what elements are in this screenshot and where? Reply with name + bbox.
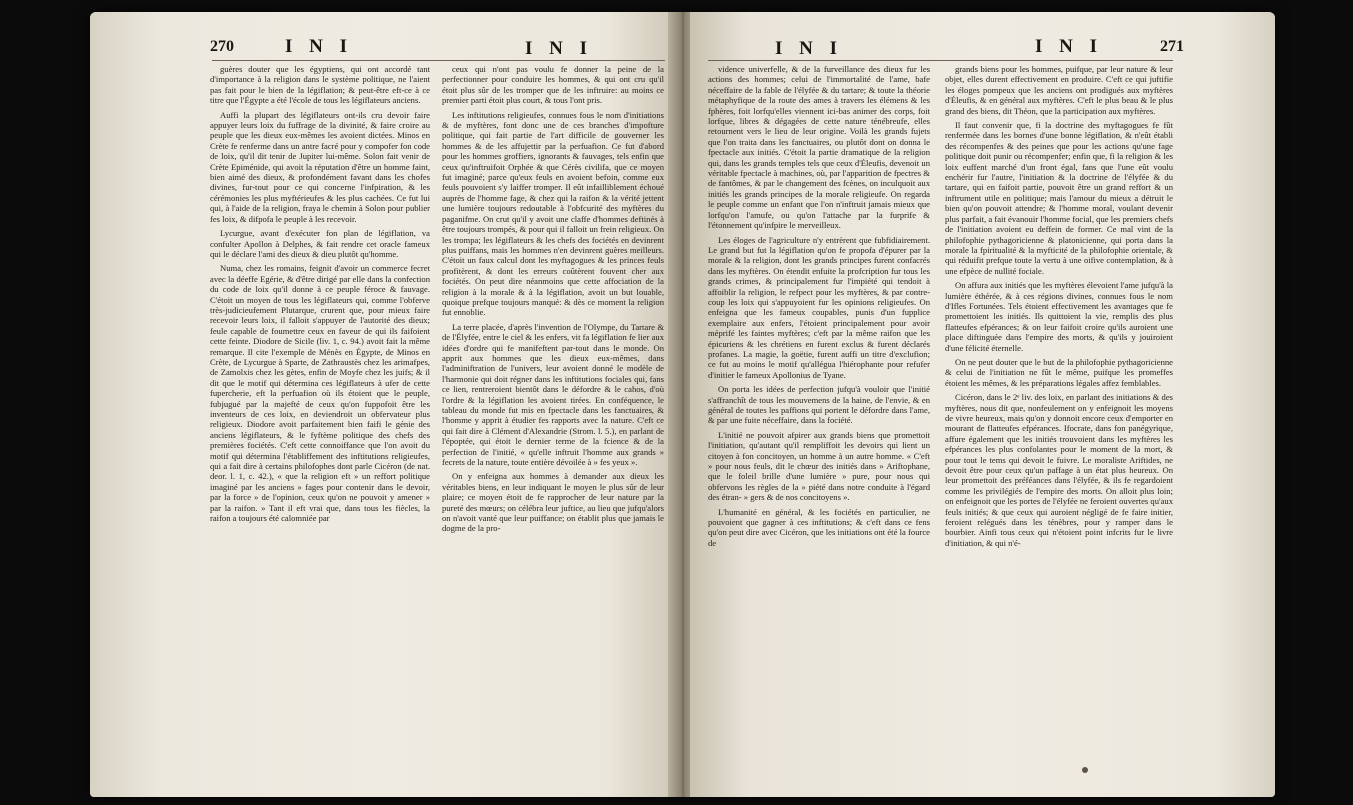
paragraph: Il faut convenir que, fi la doctrine des myftagogues fe fût renfermée dans les bornes d'une bonne légiflation, & n'eût établi des récompenfes & des peines que pour les actions qu'une fage politique doit punir ou récompenfer; enfin que, fi la religion & les loix euffent marché d'un front égal, fans que l'une eût voulu enchérir fur l'autre, l'initiation & la doctrine de l'élyfée & du tartare, qui en faifoit partie, pouvoit être un grand reffort & un inftrument utile en politique; mais l'amour du mieux a détruit le bien qu'on pouvoit attendre; & l'homme moral, voulant devenir plus parfait, a fait évanouir l'homme focial, que les premiers chefs de l'initiation avoient eu deffein de former. Ce mal vint de la philofophie pythagoricienne & platonicienne, qui porta dans la morale la fpiritualité & la myfticité de la philofophie orientale, & qui réduifit prefque toute la vertu à une oifive contemplation, & à une efpèce de nullité fociale. [945, 120, 1173, 276]
right-column-1 [708, 64, 930, 764]
paragraph: La terre placée, d'après l'invention de l'Olympe, du Tartare & de l'Élyfée, entre le ciel & les enfers, vit fa légiflation fe lier aux idées d'ordre qui fe manifeftent par-tout dans le monde. On apprit aux hommes que les dieux eux-mêmes, dans l'adminiftration de l'univers, leur avoient donné le modèle de l'harmonie qui doit régner dans les inftitutions fociales qui, fans ce lien, rentreroient bientôt dans le défordre & le cahos, d'où l'ordre & la légiflation les avoient tirées. En conféquence, le tableau du monde fut mis en fpectacle dans les fanctuaires, & l'homme y apprit à étudier fes rapports avec la nature. C'eft ce qui fait dire à Clément d'Alexandrie (Strom. l. 5.), en parlant de l'époptée, qui étoit le dernier terme de la fcience & de la perfection de l'initié, « qu'elle inftruit l'homme aux grands » fecrets de la nature, toute entière dévoilée à » fes yeux ». [442, 321, 664, 468]
paragraph: vidence univerfelle, & de la furveillance des dieux fur les actions des hommes; celui de l'immortalité de l'ame, bafe néceffaire de la fable de l'élyfée & du tartare; & toute la théorie métaphyfique de la route des ames à travers les élémens & les fphères, foit lorfqu'elles viennent ici-bas animer des corps, foit lorfque, libres & dégagées de cette nature ténébreufe, elles retournent vers le lieu de leur origine. Voilà les grands fujets que l'on traita dans les fanctuaires, ou plutôt dont on donna le fpectacle aux initiés. C'étoit la partie dramatique de la religion qui, dans les grands temples tels que ceux d'Éleufis, devenoit un véritable fpectacle à machines, où, par l'apparition de fpectres & de fantômes, & par le changement des fcènes, on inculquoit aux initiés les grands principes de la morale religieufe. On regarda le peuple comme un enfant que l'on n'inftruit jamais mieux que lorfqu'on l'amufe, ou qu'on l'attache par la furprife & l'étonnement qu'infpire le merveilleux. [708, 64, 930, 231]
right-header-rule [708, 60, 1173, 61]
paragraph: On ne peut douter que le but de la philofophie pythagoricienne & celui de l'initiation ne fût le même, puifque les promeffes étoient les mêmes, & les préparations légales affez femblables. [945, 356, 1173, 388]
right-page-number: 271 [1160, 38, 1184, 55]
paragraph: L'initié ne pouvoit afpirer aux grands biens que promettoit l'initiation, qu'autant qu'il rempliffoit les devoirs qui lient un citoyen à fon concitoyen, un homme à un autre homme. « C'eft » pour nous feuls, dit le chœur des initiés dans » Ariftophane, que le foleil brille d'une lumière » pure, pour nous qui obfervons les règles de la » piété dans notre conduite à l'égard des étran- » gers & de nos concitoyens ». [708, 429, 930, 503]
page-blemish [1082, 767, 1088, 773]
left-running-head-outer: I N I [285, 36, 354, 57]
paragraph: L'humanité en général, & les fociétés en particulier, ne pouvoient que gagner à ces inftitutions; & c'eft dans ce fens qu'on peut dire avec Cicéron, que les initiations ont été la fource de [708, 506, 930, 548]
right-page [690, 12, 1275, 797]
paragraph: ceux qui n'ont pas voulu fe donner la peine de la perfectionner pour conduire les hommes, & qui ont cru qu'il étoit plus sûr de les tromper que de les inftruire: au moins ce premier parti étoit plus court, & tous l'ont pris. [442, 64, 664, 106]
paragraph: Numa, chez les romains, feignit d'avoir un commerce fecret avec la déeffe Egérie, & d'être dirigé par elle dans la confection du code de loix qu'il donne à ce peuple féroce & fauvage. C'étoit un moyen de tous les légiflateurs qui, comme l'obferve très-judicieufement Plutarque, crurent que, pour mieux faire recevoir leurs loix, il falloit s'appuyer de l'autorité des dieux; feule capable de foumettre ceux en faveur de qui ils faifoient cette feinte. Diodore de Sicile (liv. 1, c. 94.) avoit fait la même remarque. Il cite l'exemple de Ménès en Égypte, de Minos en Crète, de Lycurgue à Sparte, de Zathraustès chez les arimafpes, de Zamolxis chez les gètes, enfin de Moyfe chez les juifs; & il dit que le motif qui détermina ces légiflateurs à ufer de cette fupercherie, eft la perfuafion où ils étoient que le peuple, fubjugué par la majefté de ceux qu'on fuppofoit être les inventeurs de ces loix, en deviendroit un obfervateur plus religieux. Diodore avoit parfaitement bien faifi le génie des anciens légiflateurs, & le fyftème politique des chefs des premières fociétés. C'eft cette connoiffance que l'on avoit du motif qui détermina l'établiffement des inftitutions religieufes, qui a fait dire à certains philofophes dont parle Cicéron (de nat. deor. l. 1, c. 42.), « que la religion eft » un reffort politique imaginé par les anciens » fages pour contenir dans le devoir, par la force » de l'opinion, ceux qu'on ne pouvoit y amener » par la raifon. » Tant il eft vrai que, dans tous les fiècles, la raifon a toujours été calomniée par [210, 263, 430, 524]
paragraph: grands biens pour les hommes, puifque, par leur nature & leur objet, elles durent effectivement en produire. C'eft ce qui juftifie les éloges pompeux que les anciens ont prodigués aux myftères d'Éleufis, & en général aux myftères. C'eft le plus beau & le plus grand des biens, dit Théon, que la participation aux myftères. [945, 64, 1173, 116]
paragraph: On porta les idées de perfection jufqu'à vouloir que l'initié s'affranchît de tous les mouvemens de la haine, de l'envie, & en général de toutes les paffions qui portent le défordre dans l'ame, & par une fuite néceffaire, dans la fociété. [708, 384, 930, 426]
left-column-2 [442, 64, 664, 764]
right-running-head-outer: I N I [1035, 36, 1104, 57]
open-book [90, 12, 1275, 797]
paragraph: On affura aux initiés que les myftères élevoient l'ame jufqu'à la lumière éthérée, & à ces régions divines, connues fous le nom d'Ifles Fortunées. Tels étoient effectivement les avantages que fe promettoient les initiés. Ils quittoient la vie, remplis des plus flatteufes efpérances; & on leur faifoit croire qu'ils auroient une place diftinguée dans l'empire des morts, & qu'ils y jouiroient d'une félicité éternelle. [945, 280, 1173, 353]
right-running-head-inner: I N I [775, 38, 844, 59]
right-column-2 [945, 64, 1173, 764]
left-running-head-inner: I N I [525, 38, 594, 59]
paragraph: guères douter que les égyptiens, qui ont accordé tant d'importance à la religion dans le système politique, ne l'aient pas fait pour le bien de la légiflation; & peut-être eft-ce à ce titre que l'Égypte a été l'école de tous les légiflateurs anciens. [210, 64, 430, 106]
left-page-header [90, 34, 675, 60]
left-header-rule [212, 60, 665, 61]
paragraph: On y enfeigna aux hommes à demander aux dieux les véritables biens, en leur indiquant le moyen le plus sûr de leur plaire; ce moyen étoit de fe rapprocher de leur nature par la pureté des mœurs; on célébra leur juftice, au lieu que jufqu'alors on n'avoit vanté que leur puiffance; on établit plus que jamais le dogme de la pro- [442, 471, 664, 534]
left-column-1 [210, 64, 430, 764]
left-page [90, 12, 675, 797]
right-page-header [690, 34, 1275, 60]
paragraph: Les éloges de l'agriculture n'y entrèrent que fubfidiairement. Le grand but fut la légiflation qu'on fe propofa d'épurer par la morale & la religion, dont les grands principes furent confacrés dans les myftères. On étendit enfuite la profcription fur tous les grands crimes, & principalement fur l'impiété qui tendoit à affoiblir la religion, le refpect pour les myftères, & par contre-coup les loix qui s'appuyoient fur les opinions religieufes. On enfeigna que les fameux coupables, punis d'un fupplice exemplaire aux enfers, l'étoient principalement pour avoir méprifé les faintes myftères; c'eft par la même raifon que les épicuriens & les chrétiens en furent exclus & furent déclarés profanes. La magie, la goëtie, furent auffi un titre d'exclufion; ce fut au moins le motif qu'allégua l'hiérophante pour refufer d'initier le fameux Apollonius de Tyane. [708, 234, 930, 380]
paragraph: Cicéron, dans le 2ᵉ liv. des loix, en parlant des initiations & des myftères, nous dit que, nonfeulement on y enfeignoit les moyens de vivre heureux, mais qu'on y donnoit encore ceux d'emporter en mourant de flatteufes efpérances. Ifocrate, dans fon panégyrique, affure également que les initiés trouvoient dans les myftères les efpérances les plus confolantes pour le moment de la mort, & pour tout le tems qui devoit le fuivre. Le moraliste Ariftides, ne devoit être pour ceux qu'un paffage à un état plus heureux. On leur promettoit des préféances dans l'élyfée, & ils fe regardoient comme les privilégiés de l'empire des morts. On alloit plus loin; on enfeignoit que les portes de l'élyfée ne feroient ouvertes qu'aux feuls initiés; & que ceux qui auroient négligé de fe faire initier, feroient relégués dans les ténèbres, pour y ramper dans le bourbier. Ainfi tous ceux qui n'étoient point infcrits fur le livre d'initiation, & qui n'é- [945, 392, 1173, 548]
paragraph: Lycurgue, avant d'exécuter fon plan de légiflation, va confulter Apollon à Delphes, & fait rendre cet oracle fameux qui le déclare l'ami des dieux & dieu plutôt qu'homme. [210, 228, 430, 259]
paragraph: Auffi la plupart des légiflateurs ont-ils cru devoir faire appuyer leurs loix du fuffrage de la divinité, & faire croire au peuple que les dieux eux-mêmes les avoient dictées. Minos en Crète fe renferme dans un antre facré pour y compofer fon code de loix, qu'il dit tenir de Jupiter lui-même. Solon fait venir de Crète Epiménide, qui avoit la réputation d'être un homme faint, bien aimé des dieux, & profondément favant dans les chofes divines, fur-tout pour ce qui concerne l'infpiration, & les cérémonies les plus myftérieufes & les plus cachées. Ce fut lui qui, à l'aide de la religion, fraya le chemin à Solon pour publier fes loix, & difpofa le peuple à les recevoir. [210, 109, 430, 224]
left-page-number: 270 [210, 38, 234, 55]
paragraph: Les inftitutions religieufes, connues fous le nom d'initiations & de myftères, font donc une de ces branches d'impofture politique, qui fait partie de l'art difficile de gouverner les hommes & de les affujettir par la perfuafion. Ce fut d'abord pour les hommes groffiers, ignorants & fauvages, tels enfin que ceux qu'inftruifoit Orphée & que Cérès civilifa, que ce moyen fut imaginé; parce qu'eux feuls en avoient befoin, comme eux feuls pouvoient s'y laiffer tromper. Il eût infailliblement échoué auprès de l'homme fage, & chez qui la raifon & la vérité jettent une lumière toujours redoutable à l'obfcurité des myftères du paganifme. On crut qu'il y avoit une claffe d'hommes deftinés à être toujours trompés, & pour qui il falloit un frein religieux. On les trompa; les légiflateurs & les chefs des fociétés en devinrent plus puiffans, mais les hommes n'en devinrent guères meilleurs. C'étoit un faux calcul dont les myftagogues & les princes feuls profitèrent, & dont les erreurs coûtèrent fouvent cher aux fociétés. On peut dire néanmoins que cette affociation de la religion à la morale & à la légiflation, avoit un but louable, quoique prefque toujours manqué: & dès ce moment la religion fut ennoblie. [442, 109, 664, 318]
